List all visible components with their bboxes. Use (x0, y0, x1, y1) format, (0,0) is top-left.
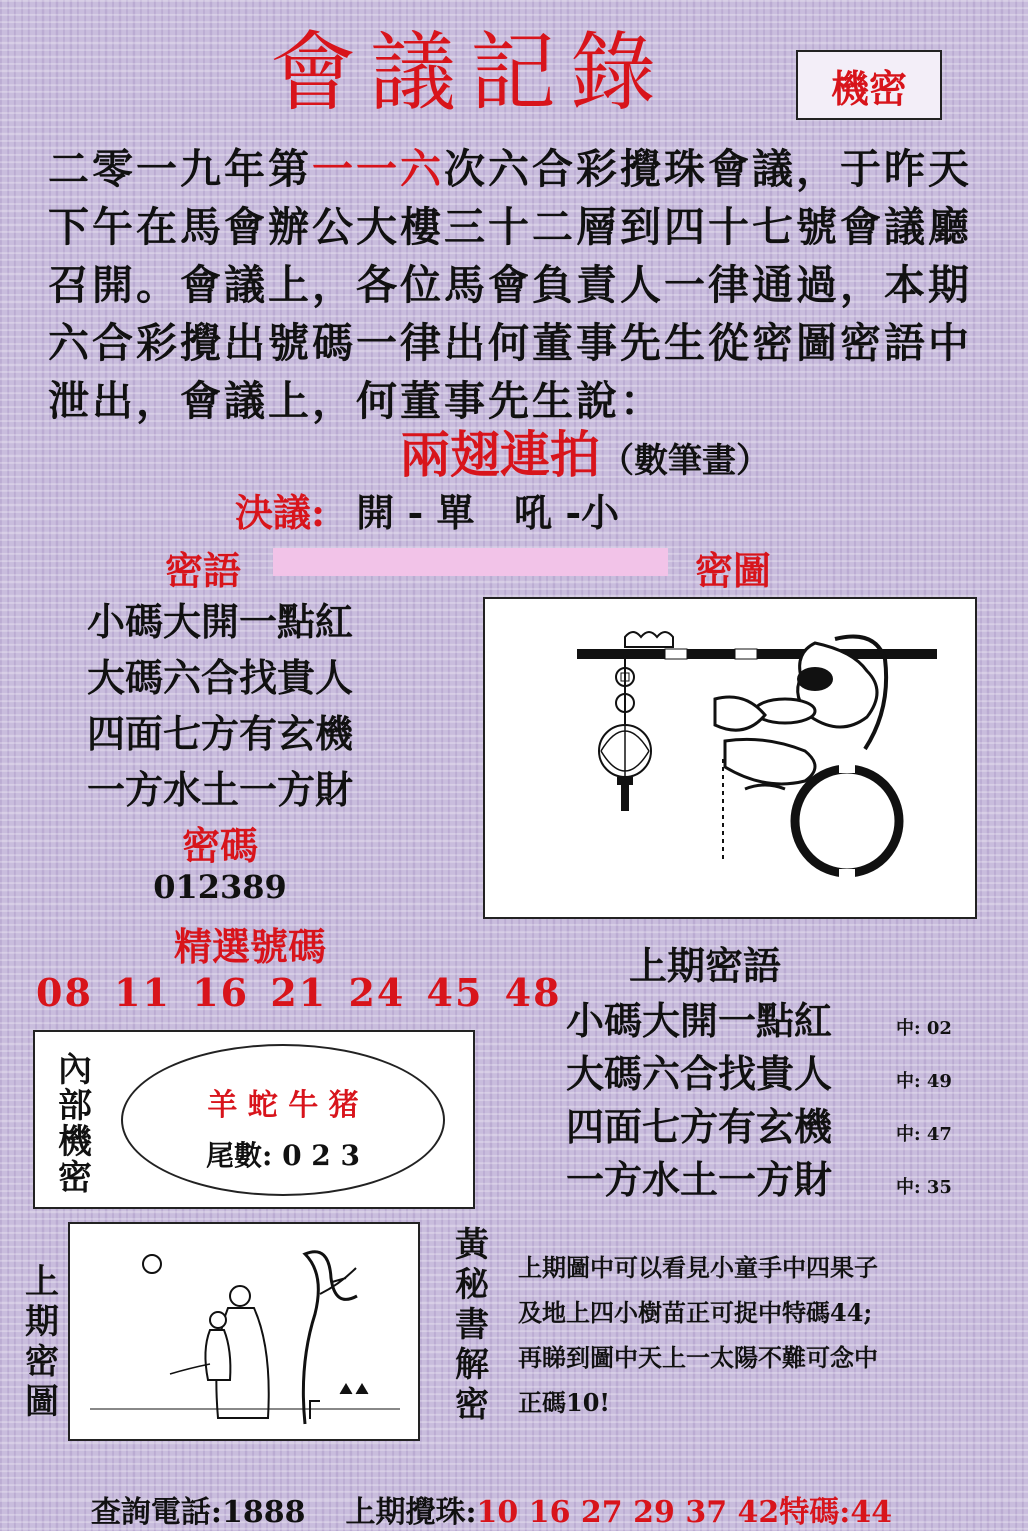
draw-label: 上期攪珠: (345, 1495, 477, 1530)
explain-line: 再睇到圖中天上一太陽不難可念中 (518, 1343, 878, 1372)
highlight-bar (273, 548, 668, 576)
phone-number: 1888 (221, 1495, 306, 1530)
secretary-label: 黃秘書解密 (455, 1225, 489, 1425)
riddle-line: 四面七方有玄機 (86, 711, 353, 756)
list-item: 一方水土一方財 中: 35 (566, 1157, 952, 1202)
picture-label: 密圖 (695, 548, 772, 593)
intro-line-1: 二零一九年第一一六次六合彩攪珠會議，于昨天 (48, 145, 972, 193)
tail-numbers: 尾數: 0 2 3 (205, 1139, 361, 1172)
internal-label: 內部機密 (58, 1050, 92, 1198)
draw-numbers: 10 16 27 29 37 42特碼:44 (476, 1495, 893, 1530)
last-picture-label: 上期密圖 (25, 1262, 59, 1422)
footer (70, 1452, 892, 1531)
selected-numbers: 08 11 16 21 24 45 48 (36, 970, 562, 1015)
page-title: 會議記錄 (270, 23, 670, 123)
zodiac-oval (121, 1044, 445, 1196)
intro-line-2: 下午在馬會辦公大樓三十二層到四十七號會議廳 (48, 203, 972, 251)
secret-code-label: 密碼 (181, 823, 258, 868)
headline (400, 415, 770, 487)
resolution-value: 開 - 單 吼 -小 (356, 490, 620, 535)
child-elder-tree-illustration (70, 1224, 418, 1439)
riddle-line: 小碼大開一點紅 (86, 599, 353, 644)
secret-code-value: 012389 (153, 868, 287, 906)
intro-line-4: 六合彩攪出號碼一律出何董事先生從密圖密語中 (48, 319, 972, 367)
intro-line-3: 召開。會議上，各位馬會負責人一律通過，本期 (48, 261, 972, 309)
selected-label: 精選號碼 (173, 924, 326, 969)
riddle-label: 密語 (165, 548, 242, 593)
secret-picture (483, 597, 977, 919)
last-riddle-label: 上期密語 (628, 943, 781, 988)
riddle-poem (60, 594, 380, 818)
explain-line: 及地上四小樹苗正可捉中特碼44; (518, 1298, 873, 1327)
last-picture (68, 1222, 420, 1441)
confidential-badge: 機密 (796, 50, 942, 120)
explain-line: 上期圖中可以看見小童手中四果子 (518, 1253, 878, 1282)
headline-main: 兩翅連拍 (400, 425, 600, 484)
list-item: 小碼大開一點紅 中: 02 (566, 998, 952, 1043)
monkey-lantern-illustration (485, 599, 975, 917)
intro-line-5: 泄出，會議上，何董事先生說： (48, 377, 664, 425)
explain-line: 正碼10! (518, 1388, 610, 1417)
zodiac-text: 羊 蛇 牛 猪 (207, 1088, 359, 1123)
phone-label: 查詢電話: (90, 1495, 222, 1530)
intro-paragraph (48, 140, 998, 430)
riddle-line: 一方水土一方財 (86, 767, 353, 812)
headline-sub: （數筆畫） (600, 441, 770, 481)
issue-number: 一一六 (312, 145, 444, 193)
riddle-line: 大碼六合找貴人 (86, 655, 353, 700)
secretary-explanation (518, 1245, 998, 1425)
resolution (235, 482, 619, 537)
list-item: 大碼六合找貴人 中: 49 (566, 1051, 952, 1096)
last-riddle-list (566, 990, 952, 1202)
list-item: 四面七方有玄機 中: 47 (566, 1104, 952, 1149)
internal-secret-box (33, 1030, 475, 1209)
resolution-label: 決議: (235, 490, 326, 535)
